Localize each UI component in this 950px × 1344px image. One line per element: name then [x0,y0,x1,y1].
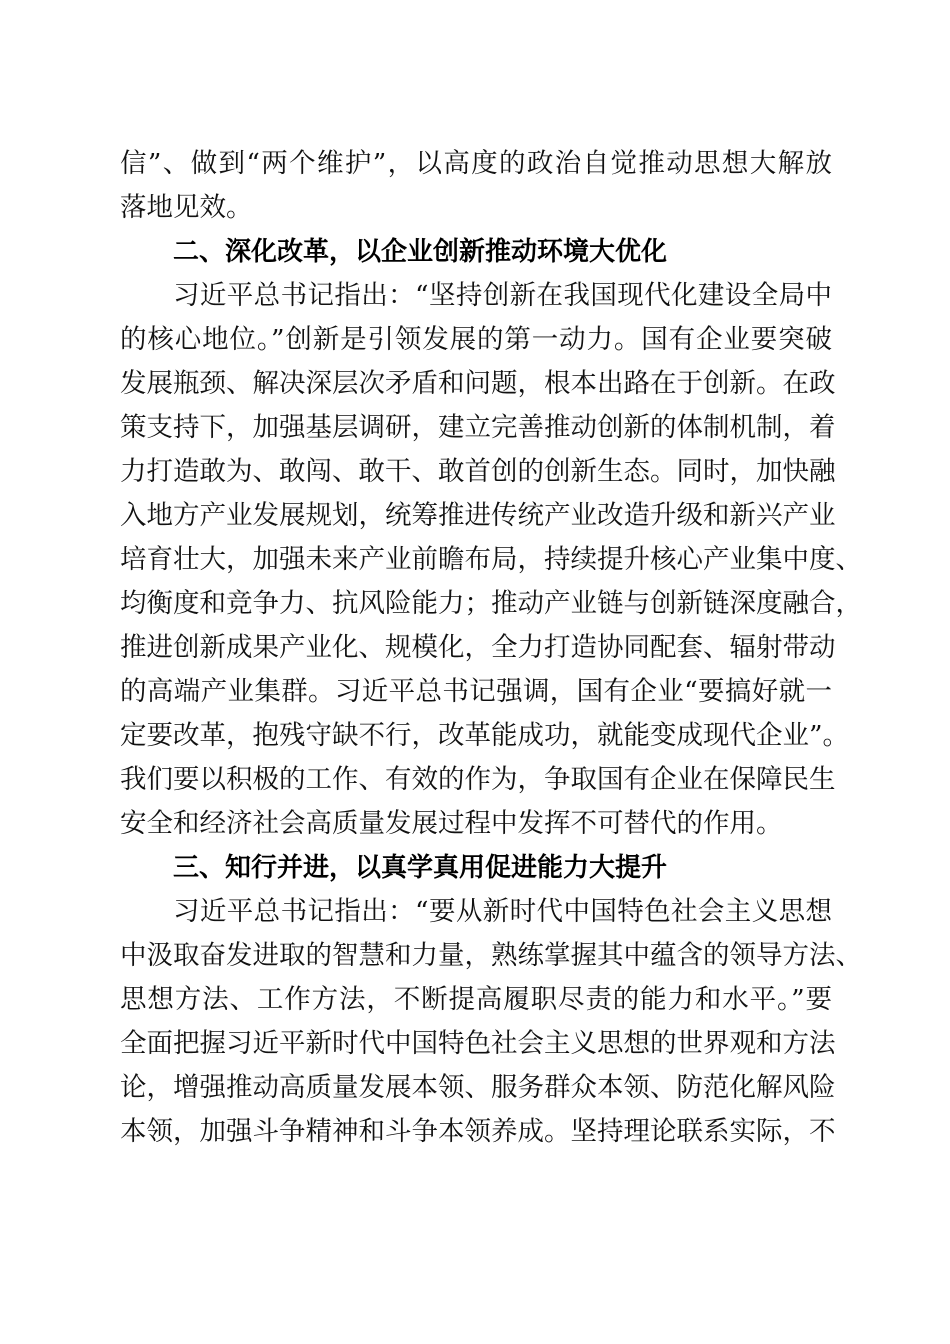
paragraph-line: 我们要以积极的工作、有效的作为，争取国有企业在保障民生 [120,764,836,795]
paragraph-line: 安全和经济社会高质量发展过程中发挥不可替代的作用。 [120,808,783,839]
section-2-paragraph [120,274,862,846]
paragraph-line: 习近平总书记指出：“要从新时代中国特色社会主义思想 [173,896,832,927]
paragraph-line: 论，增强推动高质量发展本领、服务群众本领、防范化解风险 [120,1072,836,1103]
paragraph-line: 全面把握习近平新时代中国特色社会主义思想的世界观和方法 [120,1028,836,1059]
section-3-paragraph [120,890,862,1154]
paragraph-line: 推进创新成果产业化、规模化，全力打造协同配套、辐射带动 [120,632,836,663]
paragraph-line: 力打造敢为、敢闯、敢干、敢首创的创新生态。同时，加快融 [120,456,836,487]
paragraph-line: 信”、做到“两个维护”，以高度的政治自觉推动思想大解放 [120,148,832,179]
paragraph-line: 习近平总书记指出：“坚持创新在我国现代化建设全局中 [173,280,832,311]
paragraph-line: 发展瓶颈、解决深层次矛盾和问题，根本出路在于创新。在政 [120,368,836,399]
paragraph-line: 思想方法、工作方法，不断提高履职尽责的能力和水平。”要 [120,984,832,1015]
continuation-paragraph [120,142,832,230]
paragraph-line: 定要改革，抱残守缺不行，改革能成功，就能变成现代企业”。 [120,720,850,751]
section-3-heading: 三、知行并进，以真学真用促进能力大提升 [173,853,668,883]
paragraph-line: 的核心地位。”创新是引领发展的第一动力。国有企业要突破 [120,324,832,355]
paragraph-line: 均衡度和竞争力、抗风险能力；推动产业链与创新链深度融合， [120,588,862,619]
paragraph-line: 策支持下，加强基层调研，建立完善推动创新的体制机制，着 [120,412,836,443]
paragraph-line: 中汲取奋发进取的智慧和力量，熟练掌握其中蕴含的领导方法、 [120,940,862,971]
paragraph-line: 落地见效。 [120,192,253,223]
document-body [120,142,862,1154]
paragraph-line: 入地方产业发展规划，统筹推进传统产业改造升级和新兴产业 [120,500,836,531]
paragraph-line: 的高端产业集群。习近平总书记强调，国有企业“要搞好就一 [120,676,832,707]
paragraph-line: 本领，加强斗争精神和斗争本领养成。坚持理论联系实际，不 [120,1116,836,1147]
section-2-heading: 二、深化改革，以企业创新推动环境大优化 [173,237,668,267]
paragraph-line: 培育壮大，加强未来产业前瞻布局，持续提升核心产业集中度、 [120,544,862,575]
